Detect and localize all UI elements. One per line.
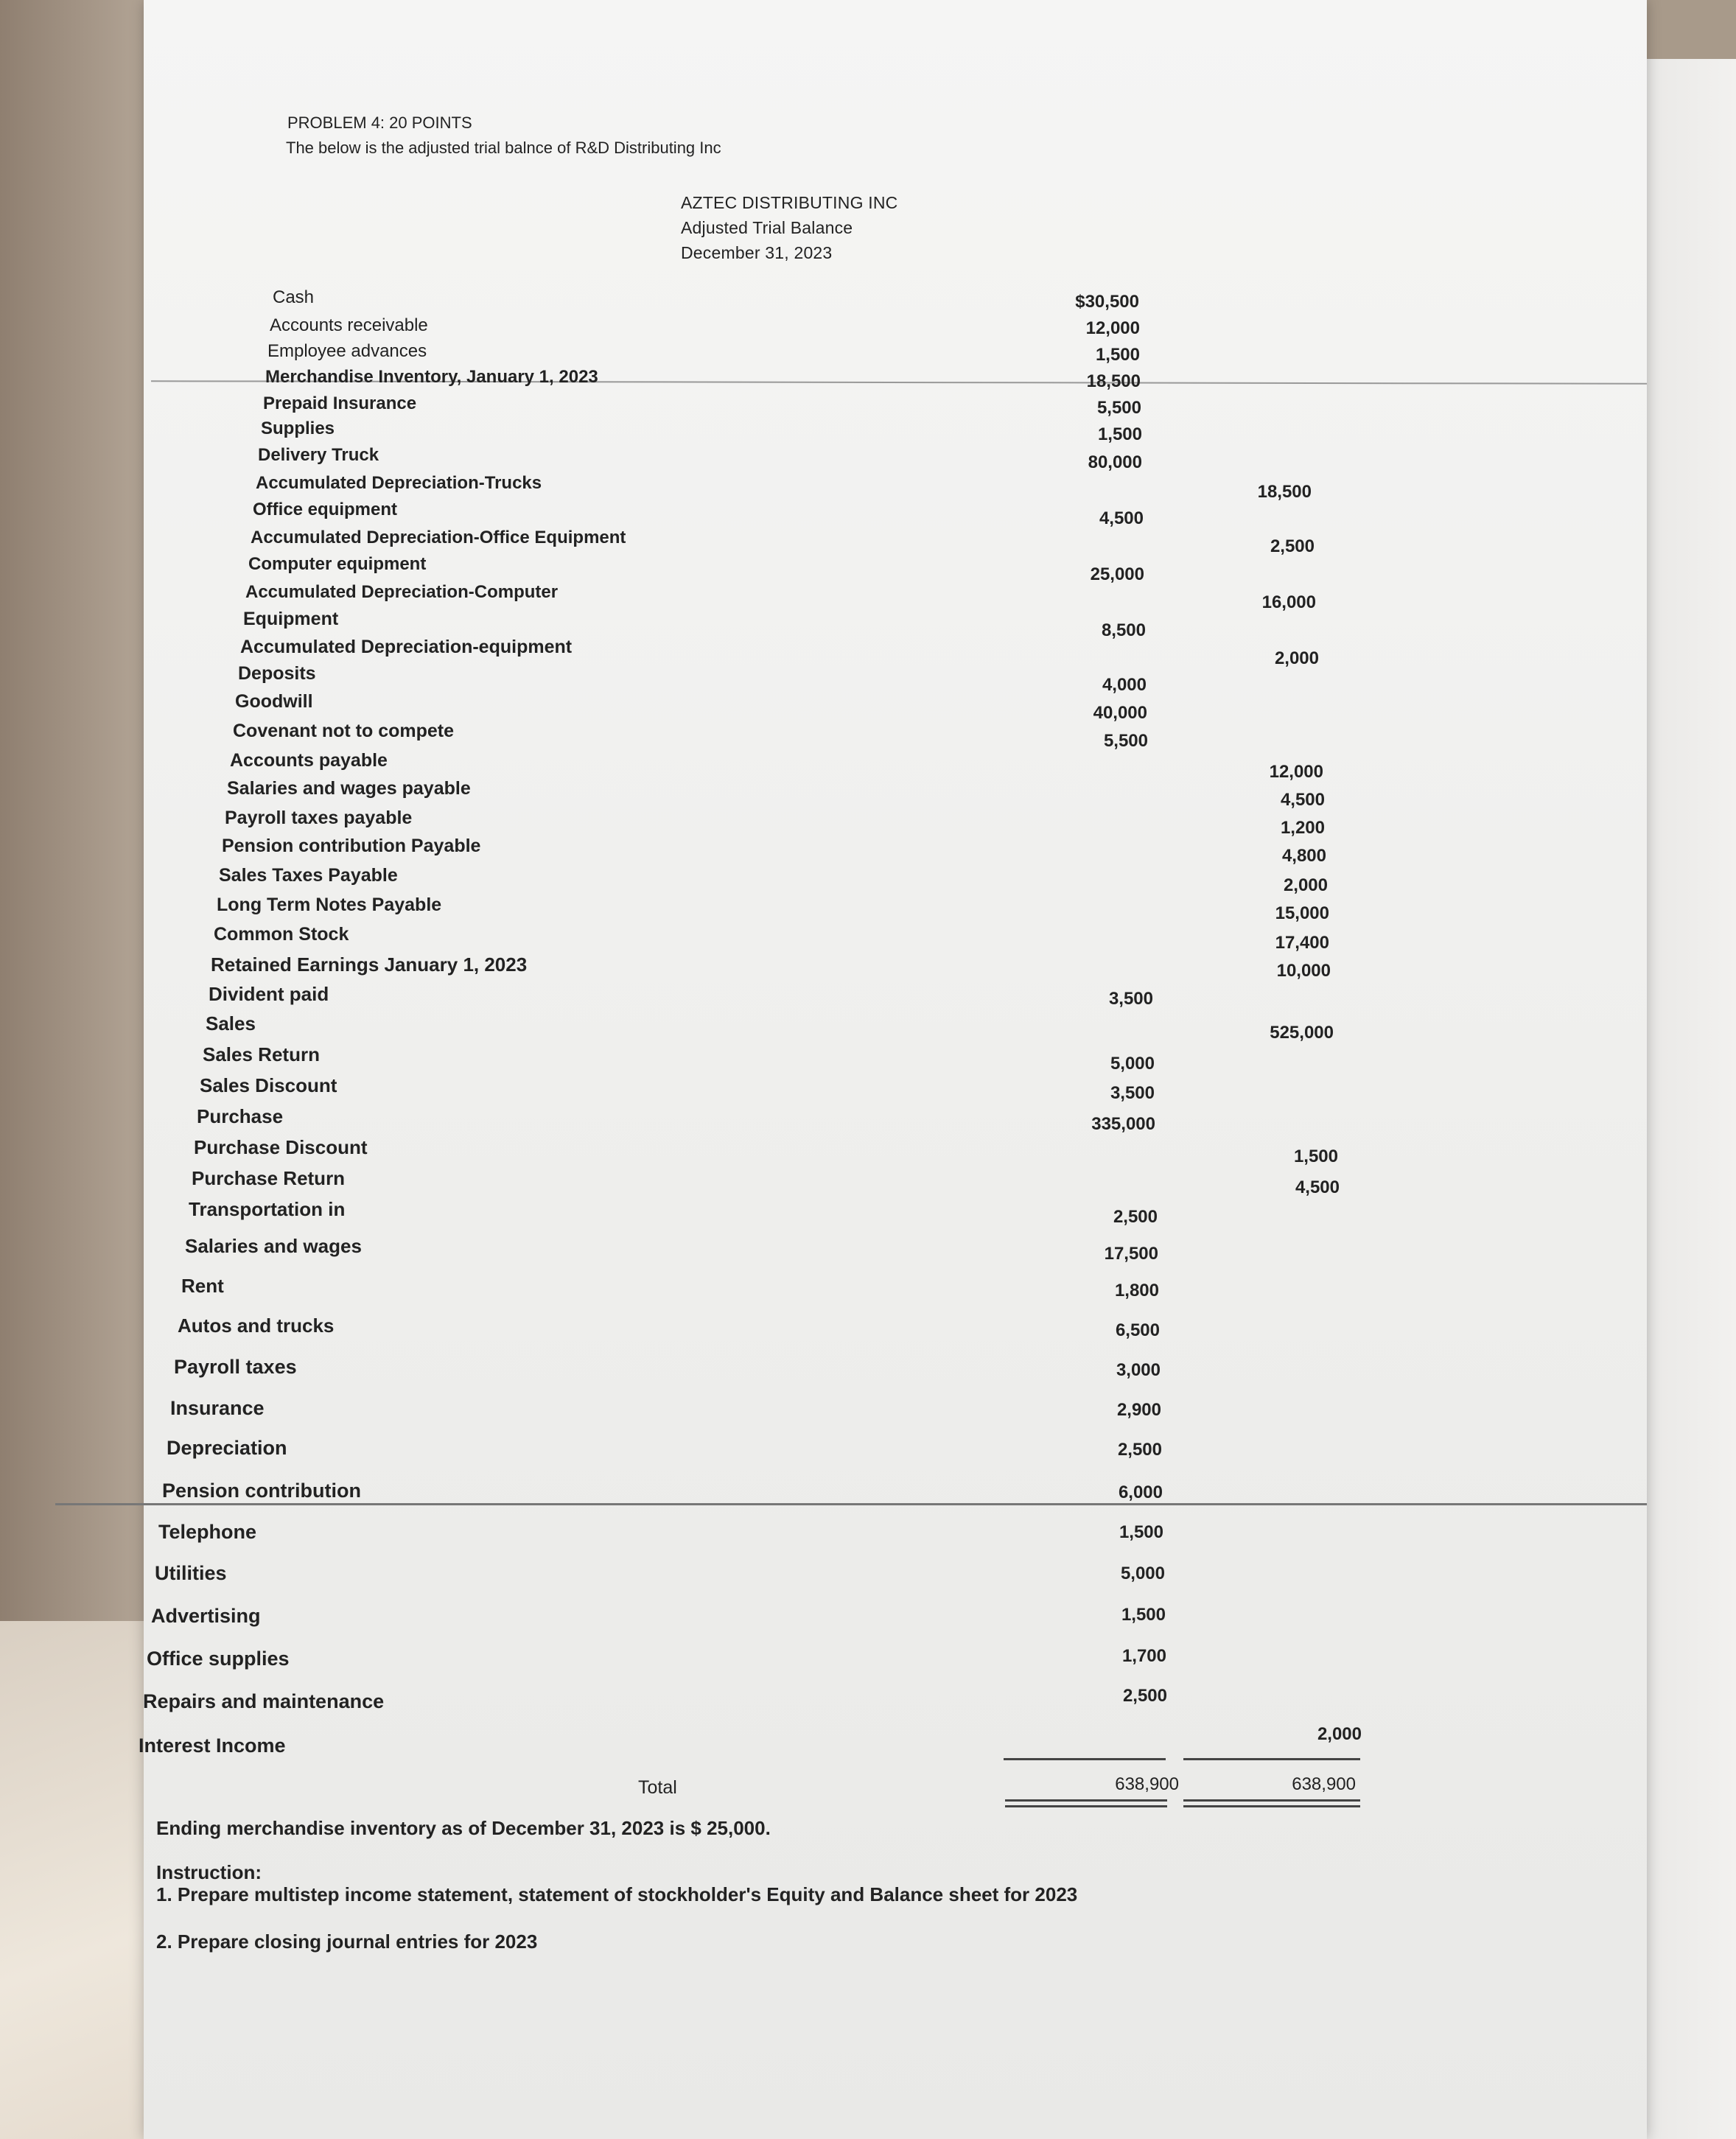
account-name: Pension contribution — [162, 1480, 361, 1502]
credit-total-top-rule — [1183, 1758, 1360, 1760]
debit-amount: 3,000 — [1116, 1360, 1161, 1380]
account-name: Autos and trucks — [178, 1314, 335, 1337]
debit-amount: 4,500 — [1099, 508, 1144, 528]
company-name: AZTEC DISTRIBUTING INC — [681, 193, 898, 212]
instruction-label: Instruction: — [156, 1861, 262, 1883]
credit-amount: 2,000 — [1274, 648, 1319, 668]
credit-amount: 1,500 — [1293, 1146, 1338, 1166]
debit-total-top-rule — [1004, 1758, 1166, 1760]
debit-amount: 18,500 — [1086, 371, 1141, 391]
credit-amount: 2,500 — [1270, 536, 1315, 556]
account-name: Supplies — [261, 419, 335, 438]
account-name: Telephone — [158, 1521, 257, 1543]
debit-amount: 8,500 — [1101, 620, 1146, 640]
crease-line-bottom — [55, 1503, 1647, 1505]
debit-amount: 1,500 — [1119, 1522, 1163, 1542]
statement-date: December 31, 2023 — [681, 243, 833, 262]
account-name: Goodwill — [235, 691, 313, 712]
account-name: Office equipment — [253, 500, 398, 519]
account-name: Retained Earnings January 1, 2023 — [211, 953, 528, 976]
account-name: Depreciation — [167, 1437, 287, 1459]
account-name: Interest Income — [139, 1734, 286, 1757]
account-name: Covenant not to compete — [233, 721, 455, 741]
total-label: Total — [638, 1777, 677, 1798]
debit-amount: $30,500 — [1075, 292, 1139, 312]
debit-amount: 1,500 — [1097, 424, 1142, 444]
account-name: Divident paid — [209, 983, 329, 1005]
account-name: Accumulated Depreciation-Computer — [245, 582, 559, 602]
debit-amount: 1,700 — [1121, 1646, 1166, 1666]
credit-amount: 18,500 — [1257, 482, 1312, 502]
instruction-2: 2. Prepare closing journal entries for 2023 — [156, 1930, 538, 1953]
second-sheet-edge — [1639, 59, 1736, 2139]
credit-total-double-rule-1 — [1183, 1799, 1360, 1802]
debit-amount: 1,500 — [1095, 345, 1140, 365]
debit-amount: 335,000 — [1091, 1114, 1155, 1134]
debit-amount: 5,000 — [1110, 1054, 1155, 1074]
debit-amount: 1,800 — [1114, 1281, 1159, 1300]
debit-amount: 3,500 — [1110, 1083, 1155, 1103]
instruction-1: 1. Prepare multistep income statement, statement of stockholder's Equity and Balance sheet for 2023 — [156, 1883, 1078, 1905]
debit-amount: 2,900 — [1116, 1400, 1161, 1420]
account-name: Accumulated Depreciation-Trucks — [256, 473, 542, 493]
debit-amount: 2,500 — [1122, 1686, 1167, 1706]
credit-amount: 2,000 — [1317, 1724, 1362, 1744]
debit-amount: 2,500 — [1113, 1207, 1158, 1227]
account-name: Insurance — [170, 1397, 265, 1419]
debit-amount: 5,500 — [1096, 398, 1141, 418]
credit-amount: 10,000 — [1276, 961, 1331, 981]
debit-amount: 25,000 — [1090, 564, 1144, 584]
debit-amount: 3,500 — [1108, 989, 1153, 1009]
debit-amount: 4,000 — [1102, 675, 1147, 695]
debit-amount: 6,000 — [1118, 1482, 1163, 1502]
problem-intro: The below is the adjusted trial balnce of R&D Distributing Inc — [286, 139, 721, 157]
credit-amount: 17,400 — [1275, 933, 1329, 953]
credit-amount: 4,800 — [1281, 846, 1326, 866]
problem-heading: PROBLEM 4: 20 POINTS — [287, 113, 472, 132]
credit-total-double-rule-2 — [1183, 1805, 1360, 1807]
debit-amount: 12,000 — [1085, 318, 1140, 338]
account-name: Common Stock — [214, 924, 349, 945]
account-name: Employee advances — [267, 341, 427, 361]
account-name: Purchase Return — [192, 1167, 346, 1189]
credit-amount: 2,000 — [1283, 875, 1328, 895]
account-name: Accounts receivable — [270, 315, 428, 335]
account-name: Pension contribution Payable — [222, 836, 481, 856]
debit-amount: 5,000 — [1120, 1564, 1165, 1583]
debit-amount: 1,500 — [1121, 1605, 1166, 1625]
account-name: Purchase Discount — [194, 1136, 368, 1158]
account-name: Cash — [273, 287, 315, 307]
account-name: Sales Taxes Payable — [219, 865, 398, 886]
debit-amount: 80,000 — [1088, 452, 1142, 472]
credit-amount: 4,500 — [1295, 1177, 1340, 1197]
account-name: Rent — [181, 1275, 224, 1297]
account-name: Sales Discount — [200, 1074, 337, 1096]
account-name: Payroll taxes payable — [225, 808, 413, 828]
account-name: Merchandise Inventory, January 1, 2023 — [265, 367, 598, 387]
account-name: Accounts payable — [230, 750, 388, 771]
credit-amount: 1,200 — [1280, 818, 1325, 838]
debit-amount: 2,500 — [1117, 1440, 1162, 1460]
account-name: Salaries and wages payable — [227, 778, 471, 799]
account-name: Salaries and wages — [185, 1235, 362, 1257]
account-name: Long Term Notes Payable — [217, 895, 442, 915]
account-name: Purchase — [197, 1105, 284, 1127]
credit-amount: 525,000 — [1270, 1023, 1334, 1043]
account-name: Office supplies — [147, 1648, 290, 1670]
account-name: Sales Return — [203, 1043, 320, 1065]
credit-amount: 16,000 — [1261, 592, 1316, 612]
account-name: Sales — [206, 1012, 256, 1035]
account-name: Equipment — [243, 609, 339, 629]
account-name: Transportation in — [189, 1198, 346, 1220]
debit-total-double-rule-1 — [1005, 1799, 1167, 1802]
debit-amount: 5,500 — [1103, 731, 1148, 751]
debit-total-double-rule-2 — [1005, 1805, 1167, 1807]
account-name: Deposits — [238, 663, 316, 684]
statement-title: Adjusted Trial Balance — [681, 218, 853, 237]
account-name: Repairs and maintenance — [143, 1690, 385, 1712]
ending-inventory-note: Ending merchandise inventory as of December 31, 2023 is $ 25,000. — [156, 1817, 771, 1839]
credit-amount: 15,000 — [1275, 903, 1329, 923]
credit-amount: 12,000 — [1269, 762, 1323, 782]
debit-amount: 17,500 — [1104, 1244, 1158, 1264]
account-name: Payroll taxes — [174, 1356, 297, 1378]
debit-amount: 6,500 — [1115, 1320, 1160, 1340]
account-name: Accumulated Depreciation-equipment — [240, 637, 573, 657]
credit-amount: 4,500 — [1280, 790, 1325, 810]
account-name: Computer equipment — [248, 554, 427, 574]
account-name: Advertising — [151, 1605, 261, 1627]
debit-amount: 40,000 — [1093, 703, 1147, 723]
total-credit: 638,900 — [1292, 1774, 1356, 1794]
account-name: Utilities — [155, 1562, 227, 1584]
total-debit: 638,900 — [1115, 1774, 1179, 1794]
account-name: Accumulated Depreciation-Office Equipment — [251, 528, 626, 547]
account-name: Prepaid Insurance — [263, 393, 417, 413]
account-name: Delivery Truck — [258, 445, 379, 465]
